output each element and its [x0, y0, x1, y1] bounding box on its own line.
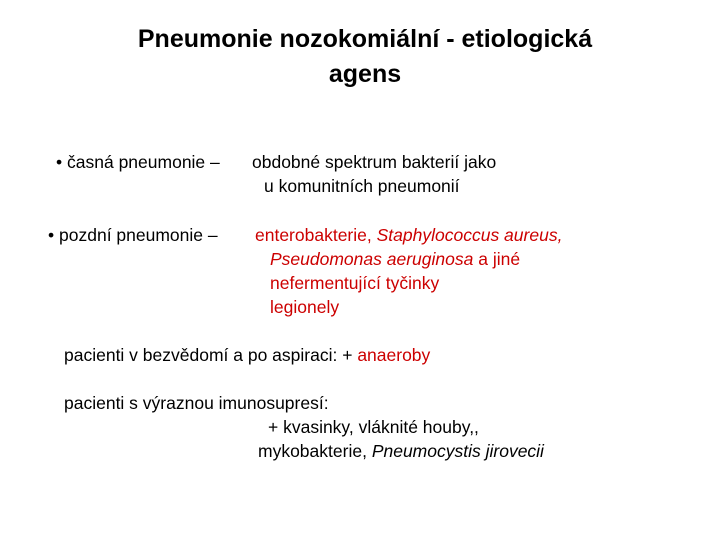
- anaerobes-text: anaeroby: [357, 345, 431, 365]
- pseudomonas-text: Pseudomonas aeruginosa: [270, 249, 474, 269]
- bullet-early-text-2: u komunitních pneumonií: [264, 176, 460, 196]
- bullet-marker: •: [48, 225, 55, 245]
- title-line-1: Pneumonie nozokomiální - etiologická: [137, 25, 593, 53]
- enterobacteria-text: enterobakterie,: [255, 225, 372, 245]
- title-line-2: agens: [328, 60, 402, 88]
- aspiration-line: [64, 344, 430, 367]
- slide-title: [60, 22, 670, 92]
- late-pathogens-line-4: legionely: [270, 297, 340, 317]
- bullet-late-row: [48, 224, 218, 247]
- pneumocystis-text: Pneumocystis jirovecii: [371, 441, 544, 461]
- bullet-early-row: [56, 151, 220, 174]
- immuno-line-2: + kvasinky, vláknité houby,,: [268, 417, 479, 437]
- immuno-line-3: [258, 440, 544, 463]
- late-pathogens-line-2: [270, 248, 520, 271]
- bullet-late-label: pozdní pneumonie –: [59, 225, 218, 245]
- aspiration-text: pacienti v bezvědomí a po aspiraci: +: [64, 345, 353, 365]
- bullet-marker: •: [56, 152, 63, 172]
- staphylococcus-text: Staphylococcus aureus,: [376, 225, 563, 245]
- immuno-line-1: pacienti s výraznou imunosupresí:: [64, 393, 329, 413]
- bullet-early-label: časná pneumonie –: [67, 152, 220, 172]
- other-text: a jiné: [478, 249, 521, 269]
- mycobacteria-text: mykobakterie,: [258, 441, 367, 461]
- bullet-early-text-1: obdobné spektrum bakterií jako: [252, 152, 497, 172]
- late-pathogens-line-3: nefermentující tyčinky: [270, 273, 440, 293]
- late-pathogens-line-1: [255, 224, 562, 247]
